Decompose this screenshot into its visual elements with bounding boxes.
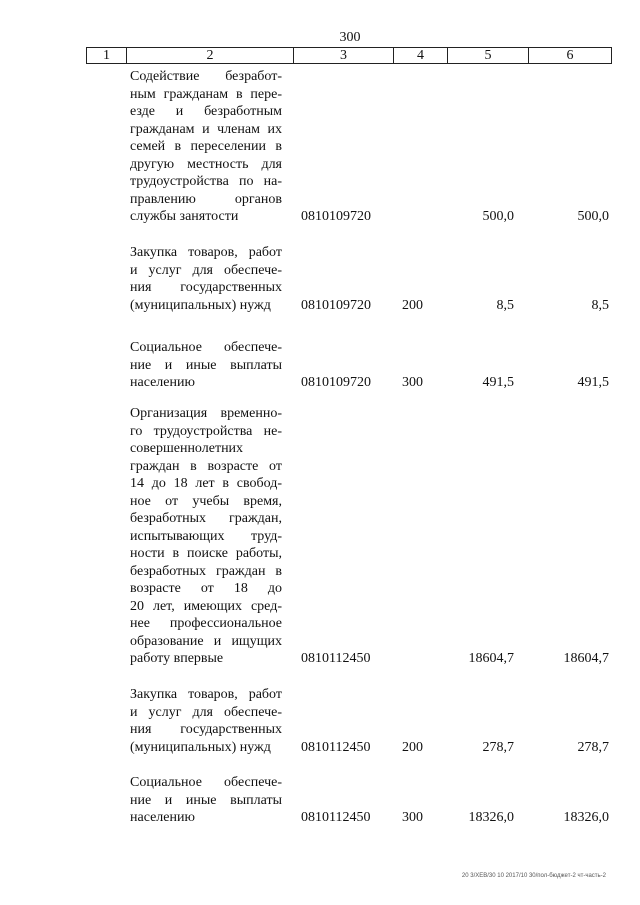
description-line: Организация временно- [130,406,282,421]
description-line: Социальное обеспече- [130,775,282,790]
row-value-col-5: 18326,0 [468,810,514,825]
description-line: граждан в возрасте от [130,458,282,474]
row-expense-type: 200 [402,297,423,313]
description-line: (муниципальных) нужд [130,739,271,755]
row-code: 0810109720 [301,297,371,313]
row-value-col-5: 491,5 [482,375,514,390]
row-value-col-6: 278,7 [577,739,609,755]
description-line: езде и безработным [130,104,282,119]
row-code: 0810112450 [301,739,371,755]
row-value-col-6: 18604,7 [563,651,609,666]
row-code: 0810112450 [301,651,371,666]
row-description [130,244,282,314]
row-value-col-5: 500,0 [482,209,514,224]
description-line: Закупка товаров, работ [130,687,282,702]
description-line: населению [130,810,195,825]
description-line: безработных граждан в [130,563,282,579]
description-line: го трудоустройства не- [130,423,282,439]
description-line: ным гражданам в пере- [130,86,282,102]
row-description [130,686,282,756]
description-line: ния государственных [130,722,282,737]
header-col-5: 5 [448,48,529,63]
row-expense-type: 300 [402,810,423,825]
description-line: правлению органов [130,191,282,207]
row-code: 0810112450 [301,810,371,825]
description-line: гражданам и членам их [130,121,282,137]
description-line: Социальное обеспече- [130,340,282,355]
description-line: 20 лет, имеющих сред- [130,598,282,614]
header-col-6: 6 [566,48,574,63]
row-code: 0810109720 [301,209,371,224]
row-description [130,774,282,827]
row-description [130,68,282,226]
description-line: и услуг для обеспече- [130,262,282,278]
description-line: возрасте от 18 до [130,581,282,596]
description-line: ное от учебы время, [130,493,282,509]
header-col-4: 4 [394,48,448,63]
row-description [130,405,282,668]
row-value-col-6: 18326,0 [563,810,609,825]
page-number: 300 [339,30,361,45]
description-line: другую местность для [130,156,282,172]
description-line: образование и ищущих [130,633,282,649]
row-value-col-6: 491,5 [577,375,609,390]
description-line: ности в поиске работы, [130,546,282,561]
header-col-1: 1 [87,48,127,63]
header-col-3: 3 [294,48,394,63]
description-line: семей в переселении в [130,139,282,154]
footer-stamp: 20 3/XEB/30 10 2017/10 30/пол-бюджет-2 чт-часть-2 [461,873,606,879]
description-line: Закупка товаров, работ [130,245,282,260]
description-line: населению [130,375,195,390]
description-line: трудоустройства по на- [130,174,282,189]
description-line: совершеннолетних [130,441,244,456]
description-line: службы занятости [130,209,239,224]
row-value-col-5: 18604,7 [468,651,514,666]
row-code: 0810109720 [301,375,371,390]
description-line: Содействие безработ- [130,69,282,84]
table-header-row [86,47,612,64]
description-line: 14 до 18 лет в свобод- [130,476,282,491]
description-line: ния государственных [130,280,282,295]
row-value-col-5: 278,7 [482,739,514,755]
description-line: работу впервые [130,651,224,666]
description-line: безработных граждан, [130,511,282,526]
row-value-col-6: 8,5 [591,297,609,313]
description-line: ние и иные выплаты [130,357,282,373]
description-line: ние и иные выплаты [130,792,282,808]
row-expense-type: 200 [402,739,423,755]
row-value-col-6: 500,0 [577,209,609,224]
description-line: нее профессиональное [130,616,282,631]
description-line: испытывающих труд- [130,528,282,544]
header-col-2: 2 [127,48,294,63]
row-value-col-5: 8,5 [496,297,514,313]
description-line: (муниципальных) нужд [130,297,271,313]
description-line: и услуг для обеспече- [130,704,282,720]
row-description [130,339,282,392]
row-expense-type: 300 [402,375,423,390]
